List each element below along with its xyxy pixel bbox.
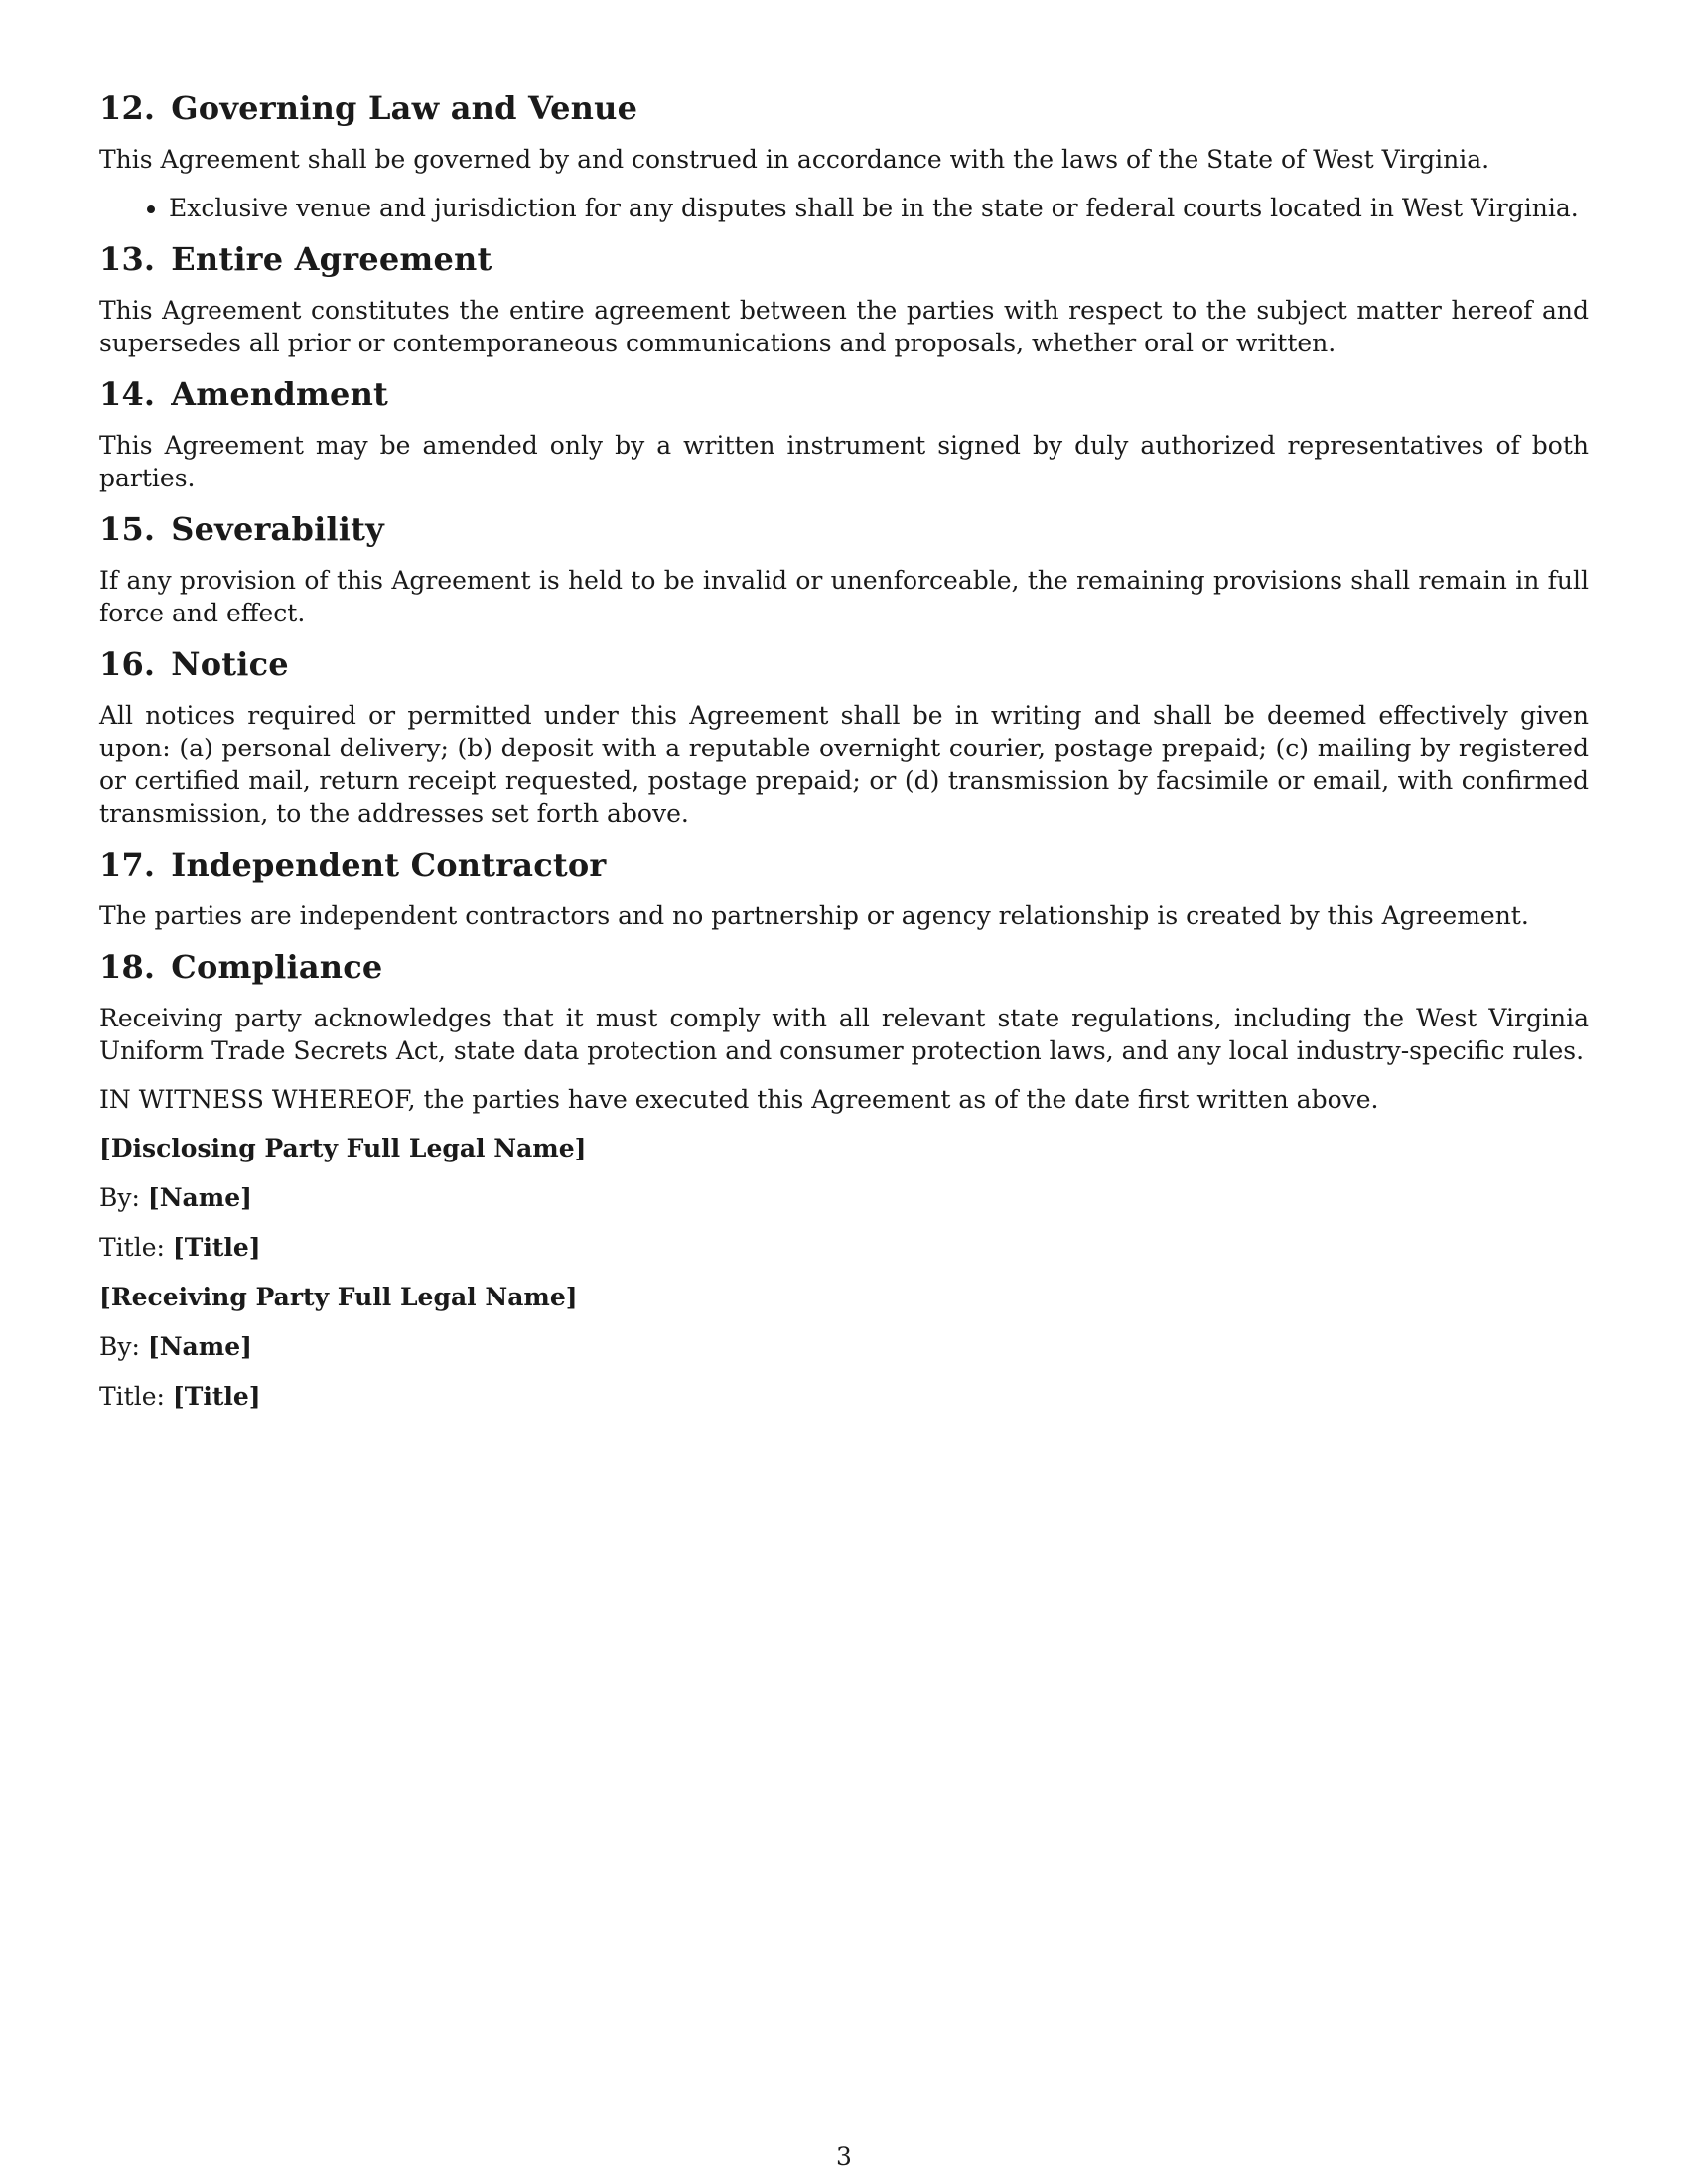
disclosing-party-name [99, 1132, 1589, 1164]
section-title: Compliance [171, 948, 383, 986]
receiving-party-name [99, 1281, 1589, 1313]
bullet-list [99, 192, 1589, 224]
section-number: 14. [99, 375, 156, 413]
by-value: [Name] [147, 1332, 252, 1361]
bullet-item: • Exclusive venue and jurisdiction for any disputes shall be in the state or federal courts located in West Virginia. [169, 192, 1589, 224]
section-paragraph: This Agreement shall be governed by and construed in accordance with the laws of the State of West Virginia. [99, 145, 1490, 174]
section-independent-contractor [99, 846, 1589, 932]
section-heading [99, 89, 1589, 127]
title-value: [Title] [172, 1382, 261, 1411]
section-governing-law [99, 89, 1589, 224]
section-compliance [99, 948, 1589, 1116]
section-paragraph: This Agreement constitutes the entire agreement between the parties with respect to the subject matter hereof and supersedes all prior or contemporaneous communications and proposals, whether oral or written. [99, 296, 1589, 357]
party-name-text: [Receiving Party Full Legal Name] [99, 1283, 578, 1311]
section-heading [99, 645, 1589, 683]
title-label: Title: [99, 1233, 165, 1262]
section-notice [99, 645, 1589, 830]
section-number: 18. [99, 948, 156, 986]
section-amendment [99, 375, 1589, 494]
disclosing-by-line [99, 1181, 1589, 1214]
section-paragraph: All notices required or permitted under this Agreement shall be in writing and shall be deemed effectively given upon: (a) personal delivery; (b) deposit with a reputable overnight courier, postage prepaid; (c) mailing by registered or certified mail, return receipt requested, postage prepaid; or (d) transmission by facsimile or email, with confirmed transmission, to the addresses set forth above. [99, 701, 1589, 828]
document-page [99, 89, 1589, 1430]
section-heading [99, 510, 1589, 548]
receiving-by-line [99, 1330, 1589, 1363]
section-title: Entire Agreement [171, 240, 492, 278]
section-heading [99, 375, 1589, 413]
disclosing-title-line [99, 1231, 1589, 1264]
page-number: 3 [836, 2142, 852, 2171]
section-entire-agreement [99, 240, 1589, 359]
section-heading [99, 948, 1589, 986]
signature-block [99, 1132, 1589, 1413]
section-heading [99, 240, 1589, 278]
section-paragraph: The parties are independent contractors and no partnership or agency relationship is created by this Agreement. [99, 901, 1529, 930]
section-paragraph: This Agreement may be amended only by a written instrument signed by duly authorized representatives of both parties. [99, 431, 1589, 492]
section-title: Severability [171, 510, 384, 548]
party-name-text: [Disclosing Party Full Legal Name] [99, 1134, 587, 1162]
by-label: By: [99, 1183, 140, 1212]
section-severability [99, 510, 1589, 629]
by-value: [Name] [147, 1183, 252, 1212]
section-number: 17. [99, 846, 156, 884]
title-value: [Title] [172, 1233, 261, 1262]
witness-paragraph: IN WITNESS WHEREOF, the parties have executed this Agreement as of the date first written above. [99, 1085, 1379, 1114]
section-title: Amendment [171, 375, 389, 413]
receiving-title-line [99, 1380, 1589, 1413]
section-number: 16. [99, 645, 156, 683]
title-label: Title: [99, 1382, 165, 1411]
section-number: 13. [99, 240, 156, 278]
section-paragraph: If any provision of this Agreement is held to be invalid or unenforceable, the remaining provisions shall remain in full force and effect. [99, 566, 1589, 627]
section-title: Governing Law and Venue [171, 89, 638, 127]
section-number: 12. [99, 89, 156, 127]
by-label: By: [99, 1332, 140, 1361]
section-paragraph: Receiving party acknowledges that it must comply with all relevant state regulations, including the West Virginia Uniform Trade Secrets Act, state data protection and consumer protection laws, and any local industry-specific rules. [99, 1004, 1589, 1065]
section-heading [99, 846, 1589, 884]
section-number: 15. [99, 510, 156, 548]
section-title: Notice [171, 645, 289, 683]
section-title: Independent Contractor [171, 846, 607, 884]
